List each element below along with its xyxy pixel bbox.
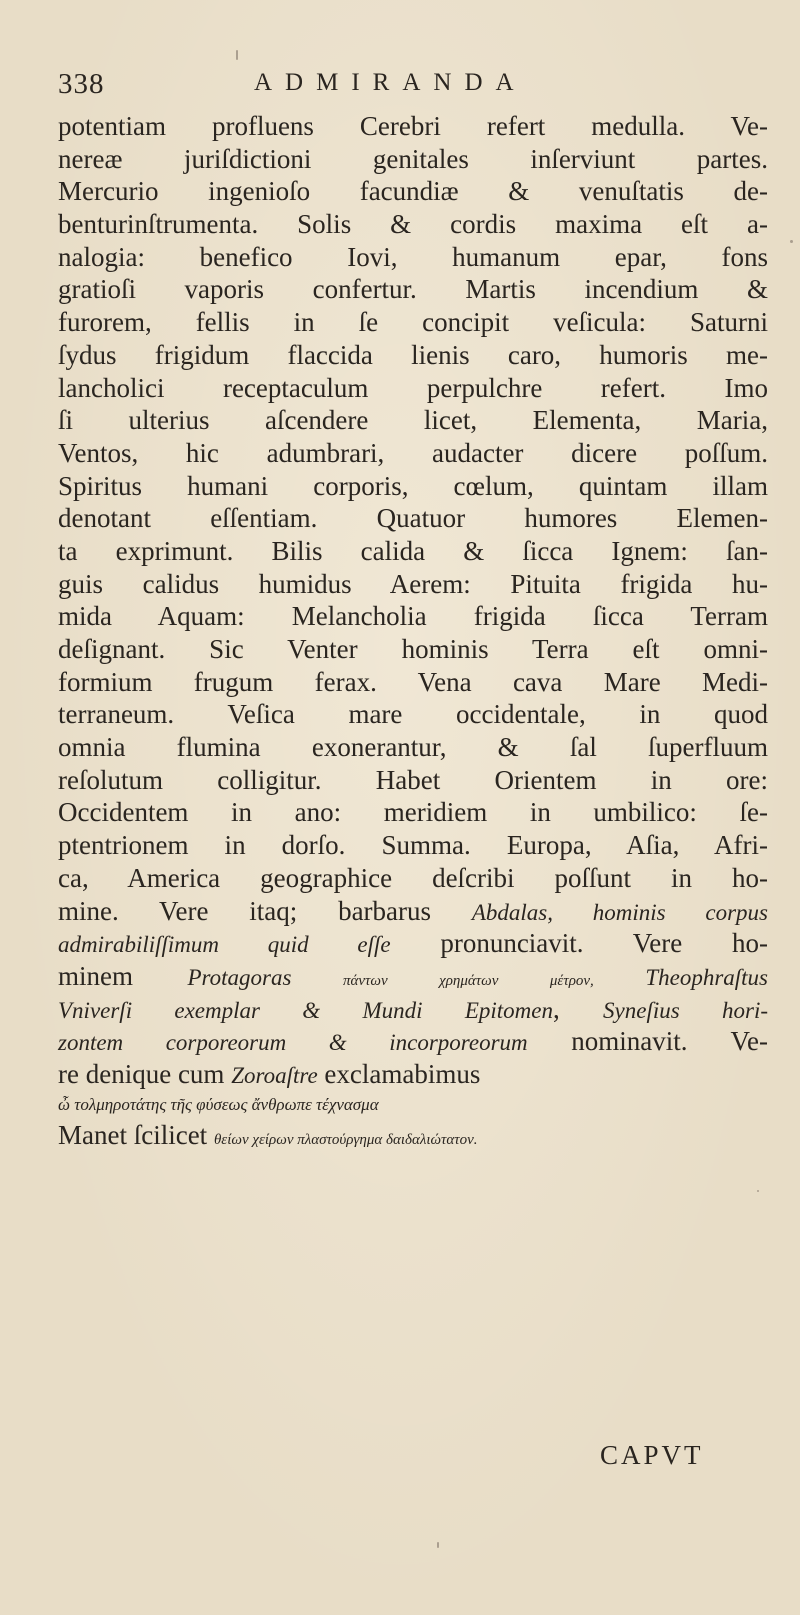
text-run: pronunciavit. Vere ho- [390,928,768,959]
text-run: ſi ulterius aſcendere licet, Elementa, Maria, [58,405,768,436]
text-run: Spiritus humani corporis, cœlum, quintam illam [58,470,768,501]
greek-phrase: πάντων χρημάτων μέτρον, [291,972,646,989]
text-line [58,143,768,176]
body-text [58,110,768,1151]
text-run: lancholici receptaculum perpulchre refert. Imo [58,372,768,403]
text-run: Mercurio ingenioſo facundiæ & venuſtatis de- [58,176,768,207]
text-line [58,633,768,666]
text-run: ptentrionem in dorſo. Summa. Europa, Aſia, Afri- [58,830,768,861]
text-run: ca, America geographice deſcribi poſſunt in ho- [58,862,768,893]
paper-speck [437,1542,439,1548]
text-line [58,960,768,993]
italic-name: Syneſius hori- [603,997,768,1023]
text-run: denotant eſſentiam. Quatuor humores Elemen- [58,503,768,534]
italic-name: Theophraſtus [645,964,768,990]
running-head: ADMIRANDA [254,69,527,96]
text-line [58,535,768,568]
text-run: nominavit. Ve- [527,1026,768,1057]
text-run: furorem, fellis in ſe concipit veſicula: Saturni [58,307,768,338]
italic-name: Protagoras [187,964,292,990]
text-line [58,764,768,797]
page-header [58,68,738,108]
italic-phrase: Vniverſi exemplar & Mundi Epitomen [58,997,553,1023]
text-run: , [552,993,604,1024]
text-line [58,927,768,960]
text-line [58,1119,768,1152]
text-run: terraneum. Veſica mare occidentale, in quod [58,699,768,730]
text-line [58,796,768,829]
text-run: minem [58,960,188,991]
greek-phrase: θείων χείρων πλαστούργημα δαιδαλιώτατον. [213,1131,478,1148]
text-run: omnia flumina exonerantur, & ſal ſuperfluum [58,732,768,763]
text-run: guis calidus humidus Aerem: Pituita frigida hu- [58,568,768,599]
text-line [58,829,768,862]
paper-speck [757,1190,759,1192]
greek-line [58,1091,768,1119]
italic-phrase: admirabiliſſimum quid eſſe [58,932,391,958]
page-number: 338 [58,68,105,100]
text-run: Manet ſcilicet [58,1119,214,1150]
text-line [58,404,768,437]
text-line [58,568,768,601]
text-run: exclamabimus [317,1058,481,1089]
text-run: reſolutum colligitur. Habet Orientem in ore: [58,764,768,795]
text-run: mida Aquam: Melancholia frigida ſicca Terram [58,601,768,632]
text-line [58,862,768,895]
text-run: benturinſtrumenta. Solis & cordis maxima eſt a- [58,209,768,240]
paper-speck [790,240,793,243]
text-line [58,470,768,503]
text-line [58,339,768,372]
text-run: potentiam profluens Cerebri refert medulla. Ve- [58,111,768,141]
text-run: nalogia: benefico Iovi, humanum epar, fons [58,241,768,272]
text-line [58,731,768,764]
text-line [58,1058,768,1091]
text-run: ta exprimunt. Bilis calida & ſicca Ignem: ſan- [58,535,768,566]
text-run: formium frugum ferax. Vena cava Mare Medi- [58,666,768,697]
paper-speck [236,50,238,60]
italic-phrase: zontem corporeorum & incorporeorum [58,1030,528,1056]
greek-phrase: ὦ τολμηροτάτης τῆς φύσεως ἄνθρωπε τέχνασμα [58,1094,379,1114]
text-line [58,241,768,274]
text-line [58,208,768,241]
text-line [58,895,768,928]
text-line [58,993,768,1026]
text-line [58,273,768,306]
text-line [58,502,768,535]
text-run: Occidentem in ano: meridiem in umbilico: ſe- [58,797,768,828]
text-line [58,437,768,470]
text-run: nereæ juriſdictioni genitales inſerviunt partes. [58,143,768,174]
text-line [58,666,768,699]
text-run: deſignant. Sic Venter hominis Terra eſt omni- [58,634,768,664]
text-line [58,372,768,405]
italic-name: Zoroaſtre [231,1062,318,1088]
catchword: CAPVT [600,1440,704,1470]
text-line [58,110,768,143]
text-run: Ventos, hic adumbrari, audacter dicere poſſum. [58,437,768,468]
text-line [58,1025,768,1058]
text-line [58,175,768,208]
text-line [58,306,768,339]
text-line [58,600,768,633]
text-run: gratioſi vaporis confertur. Martis incendium & [58,274,768,305]
text-line [58,698,768,731]
italic-name: Abdalas, hominis corpus [471,899,768,925]
text-run: mine. Vere itaq; barbarus [58,895,472,926]
text-run: ſydus frigidum flaccida lienis caro, humoris me- [58,339,768,370]
text-run: re denique cum [58,1058,232,1089]
